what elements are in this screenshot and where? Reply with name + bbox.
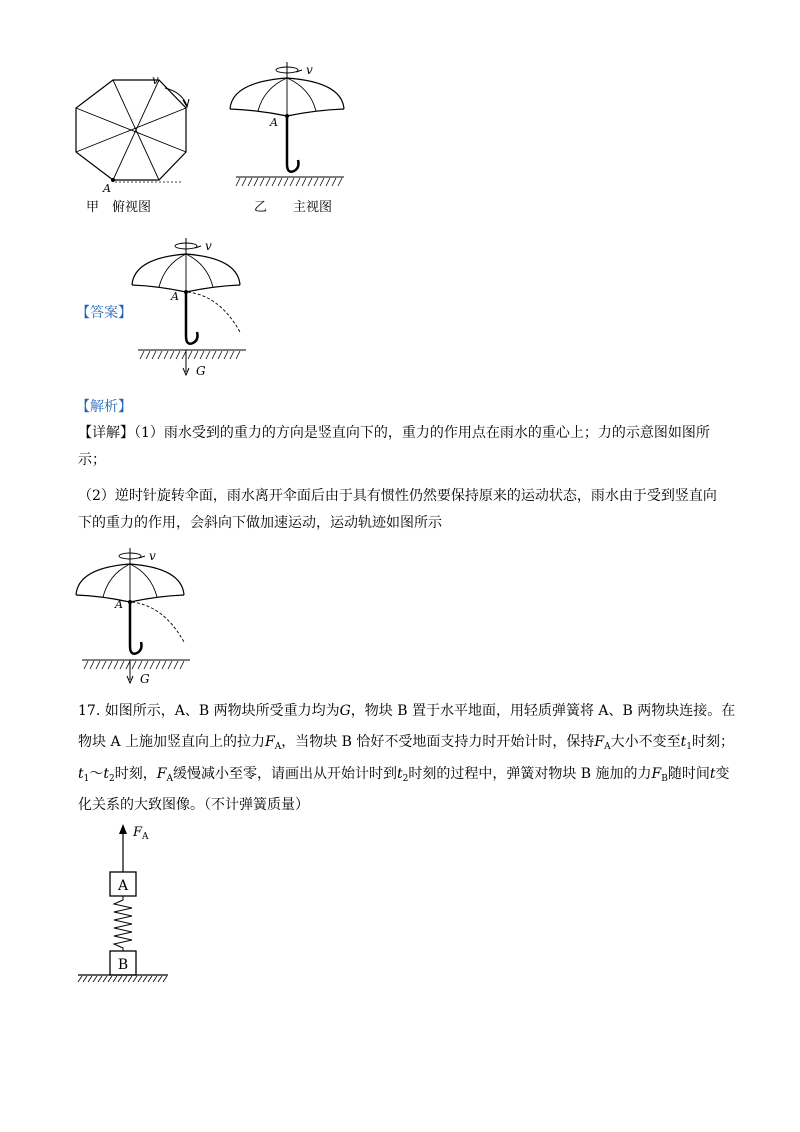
front-view-label-v: v [306, 63, 313, 77]
q17-t1b: t [78, 766, 84, 782]
q17-f3: F [156, 766, 167, 782]
q17-t2-sub: 2 [109, 774, 115, 784]
q17-block-a-label: A [117, 878, 129, 894]
q17-f: F [265, 734, 275, 750]
q17-label-f-sub: A [142, 832, 149, 842]
q17-t1-sub: 1 [686, 742, 693, 752]
analysis-detail-2: （2）逆时针旋转伞面，雨水离开伞面后由于具有惯性仍然要保持原来的运动状态，雨水由于受到竖直向下的重力的作用，会斜向下做加速运动，运动轨迹如图所示 [78, 488, 717, 531]
q17-text-2d: 时刻； [692, 734, 735, 750]
answer-label-v: v [205, 239, 212, 253]
q17-text-3b: 缓慢减小至零，请画出从开始计时到 [172, 766, 397, 782]
q17-t2: t [103, 766, 110, 782]
analysis-detail-1: 【详解】（1）雨水受到的重力的方向是竖直向下的，重力的作用点在雨水的重心上；力的示意图如图所示； [78, 425, 710, 468]
answer-tag: 【答案】 [76, 305, 132, 321]
answer-label-g: G [196, 364, 206, 378]
q17-text-1a: 17. 如图所示，A、B 两物块所受重力均为 [78, 703, 340, 719]
q17-t1b-sub: 1 [83, 774, 90, 784]
q17-text-1b: ，物块 B 置于水平地面，用轻质弹簧将 A、B 两物块连接。在 [350, 703, 736, 719]
q17-text-2c: 大小不变至 [610, 734, 681, 750]
front-view-caption: 乙 主视图 [254, 200, 333, 215]
q17-f2: F [594, 734, 605, 750]
answer-figure [128, 232, 258, 382]
q17-figure [70, 812, 180, 987]
q17-text-3a: 时刻， [114, 766, 157, 782]
q17-text-3c: 时刻的过程中，弹簧对物块 B 施加的力 [408, 766, 652, 782]
q17-g: G [339, 703, 351, 719]
q17-line-2 [78, 731, 734, 752]
q17-line-3 [78, 763, 730, 784]
q17-fb-sub: B [661, 774, 668, 784]
q17-label-f-main: F [133, 825, 143, 840]
top-view-label-v: v [152, 73, 159, 87]
top-view-caption: 甲 俯视图 [86, 200, 152, 215]
q17-line-4: 化关系的大致图像。（不计弹簧质量） [78, 797, 309, 813]
front-view-label-a: A [270, 116, 278, 129]
q17-block-b-label: B [117, 957, 129, 973]
q17-fb: F [651, 766, 662, 782]
analysis-label-a: A [115, 598, 123, 611]
q17-t1: t [680, 734, 687, 750]
q17-text-2a: 物块 A 上施加竖直向上的拉力 [78, 734, 266, 750]
q17-text-3e: 变 [715, 766, 730, 782]
answer-label-a: A [171, 290, 179, 303]
q17-text-2b: ，当物块 B 恰好不受地面支持力时开始计时，保持 [281, 734, 595, 750]
analysis-figure [72, 542, 202, 692]
q17-text-3d: 随时间 [667, 766, 710, 782]
analysis-label-v: v [149, 549, 156, 563]
q17-f2-sub: A [604, 742, 611, 752]
q17-t: t [709, 766, 716, 782]
q17-t2b-sub: 2 [402, 774, 409, 784]
top-view-label-a: A [103, 182, 111, 195]
analysis-tag: 【解析】 [76, 399, 132, 415]
q17-f3-sub: A [166, 774, 173, 784]
q17-f-sub: A [274, 742, 282, 752]
q17-t2b: t [396, 766, 403, 782]
q17-label-f [132, 825, 149, 842]
q17-sep: ～ [89, 766, 104, 782]
front-view-figure [222, 56, 362, 196]
analysis-label-g: G [140, 672, 150, 686]
q17-line-1 [78, 700, 735, 720]
